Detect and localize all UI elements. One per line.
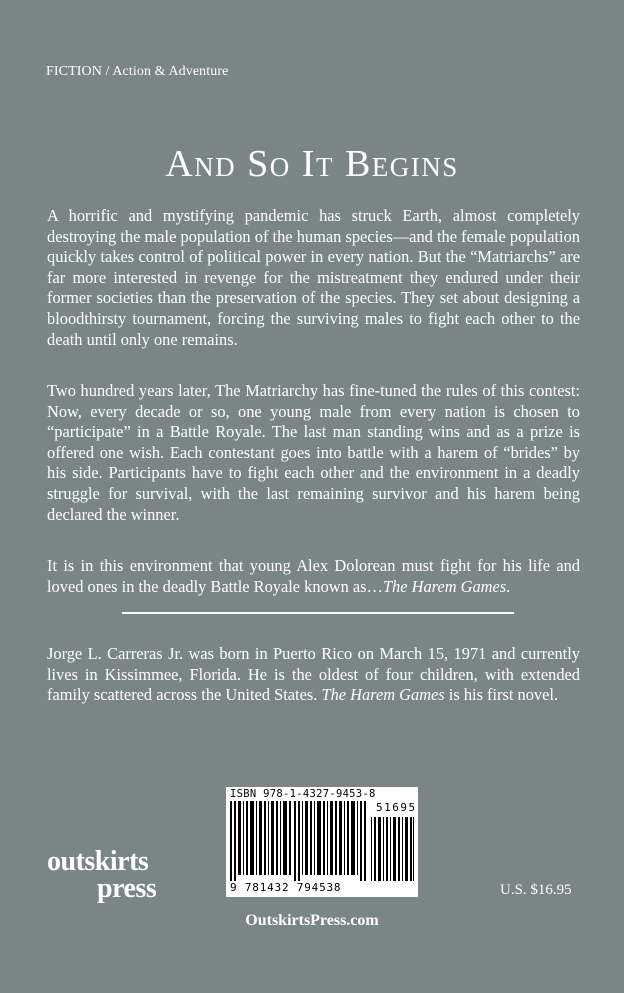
- price: U.S. $16.95: [500, 882, 572, 898]
- addon-barcode-bars: [371, 817, 415, 881]
- price-code: 51695: [376, 801, 417, 814]
- synopsis-paragraph-1: A horrific and mystifying pandemic has struck Earth, almost completely destroying the male population of the human species—and the female population quickly takes control of political power in every nation. But the “Matriarchs” are far more interested in revenge for the mistreatment they endured under their former societies than the preservation of the species. They set about designing a bloodthirsty tournament, forcing the surviving males to fight each other to the death until only one remains.: [47, 206, 580, 349]
- logo-text-outskirts: outskirts: [47, 846, 149, 877]
- category-label: FICTION / Action & Adventure: [46, 64, 229, 79]
- barcode-bars: [230, 801, 366, 881]
- synopsis-paragraph-3: [47, 556, 580, 597]
- bio-text: Jorge L. Carreras Jr. was born in Puerto Rico on March 15, 1971 and currently lives in Kissimmee, Florida. He is the oldest of four children, with extended family scattered across the United States.: [47, 644, 580, 705]
- synopsis-text: It is in this environment that young Alex Dolorean must fight for his life and loved ones in the deadly Battle Royale known as…: [47, 556, 580, 596]
- author-bio: [47, 644, 580, 706]
- book-title: The Harem Games: [382, 576, 507, 596]
- bio-end: is his first novel.: [444, 685, 559, 705]
- synopsis-paragraph-2: Two hundred years later, The Matriarchy has fine-tuned the rules of this contest: Now, every decade or so, one young male from every nation is chosen to “participate” in a Battle Royale. The last man standing wins and as a prize is offered one wish. Each contestant goes into battle with a harem of “brides” by his side. Participants have to fight each other and the environment in a deadly struggle for survival, with the last remaining survivor and his harem being declared the winner.: [47, 381, 580, 524]
- bio-book-title: The Harem Games: [321, 685, 445, 705]
- isbn-barcode: [226, 787, 418, 897]
- headline: And So It Begins: [165, 143, 459, 185]
- synopsis-end: .: [506, 576, 511, 596]
- isbn-number: ISBN 978-1-4327-9453-8: [230, 788, 376, 800]
- publisher-website: OutskirtsPress.com: [245, 912, 379, 929]
- publisher-logo: [47, 848, 167, 908]
- logo-text-press: press: [97, 873, 157, 904]
- divider-rule: [122, 612, 514, 614]
- barcode-digits: 9 781432 794538: [230, 881, 342, 894]
